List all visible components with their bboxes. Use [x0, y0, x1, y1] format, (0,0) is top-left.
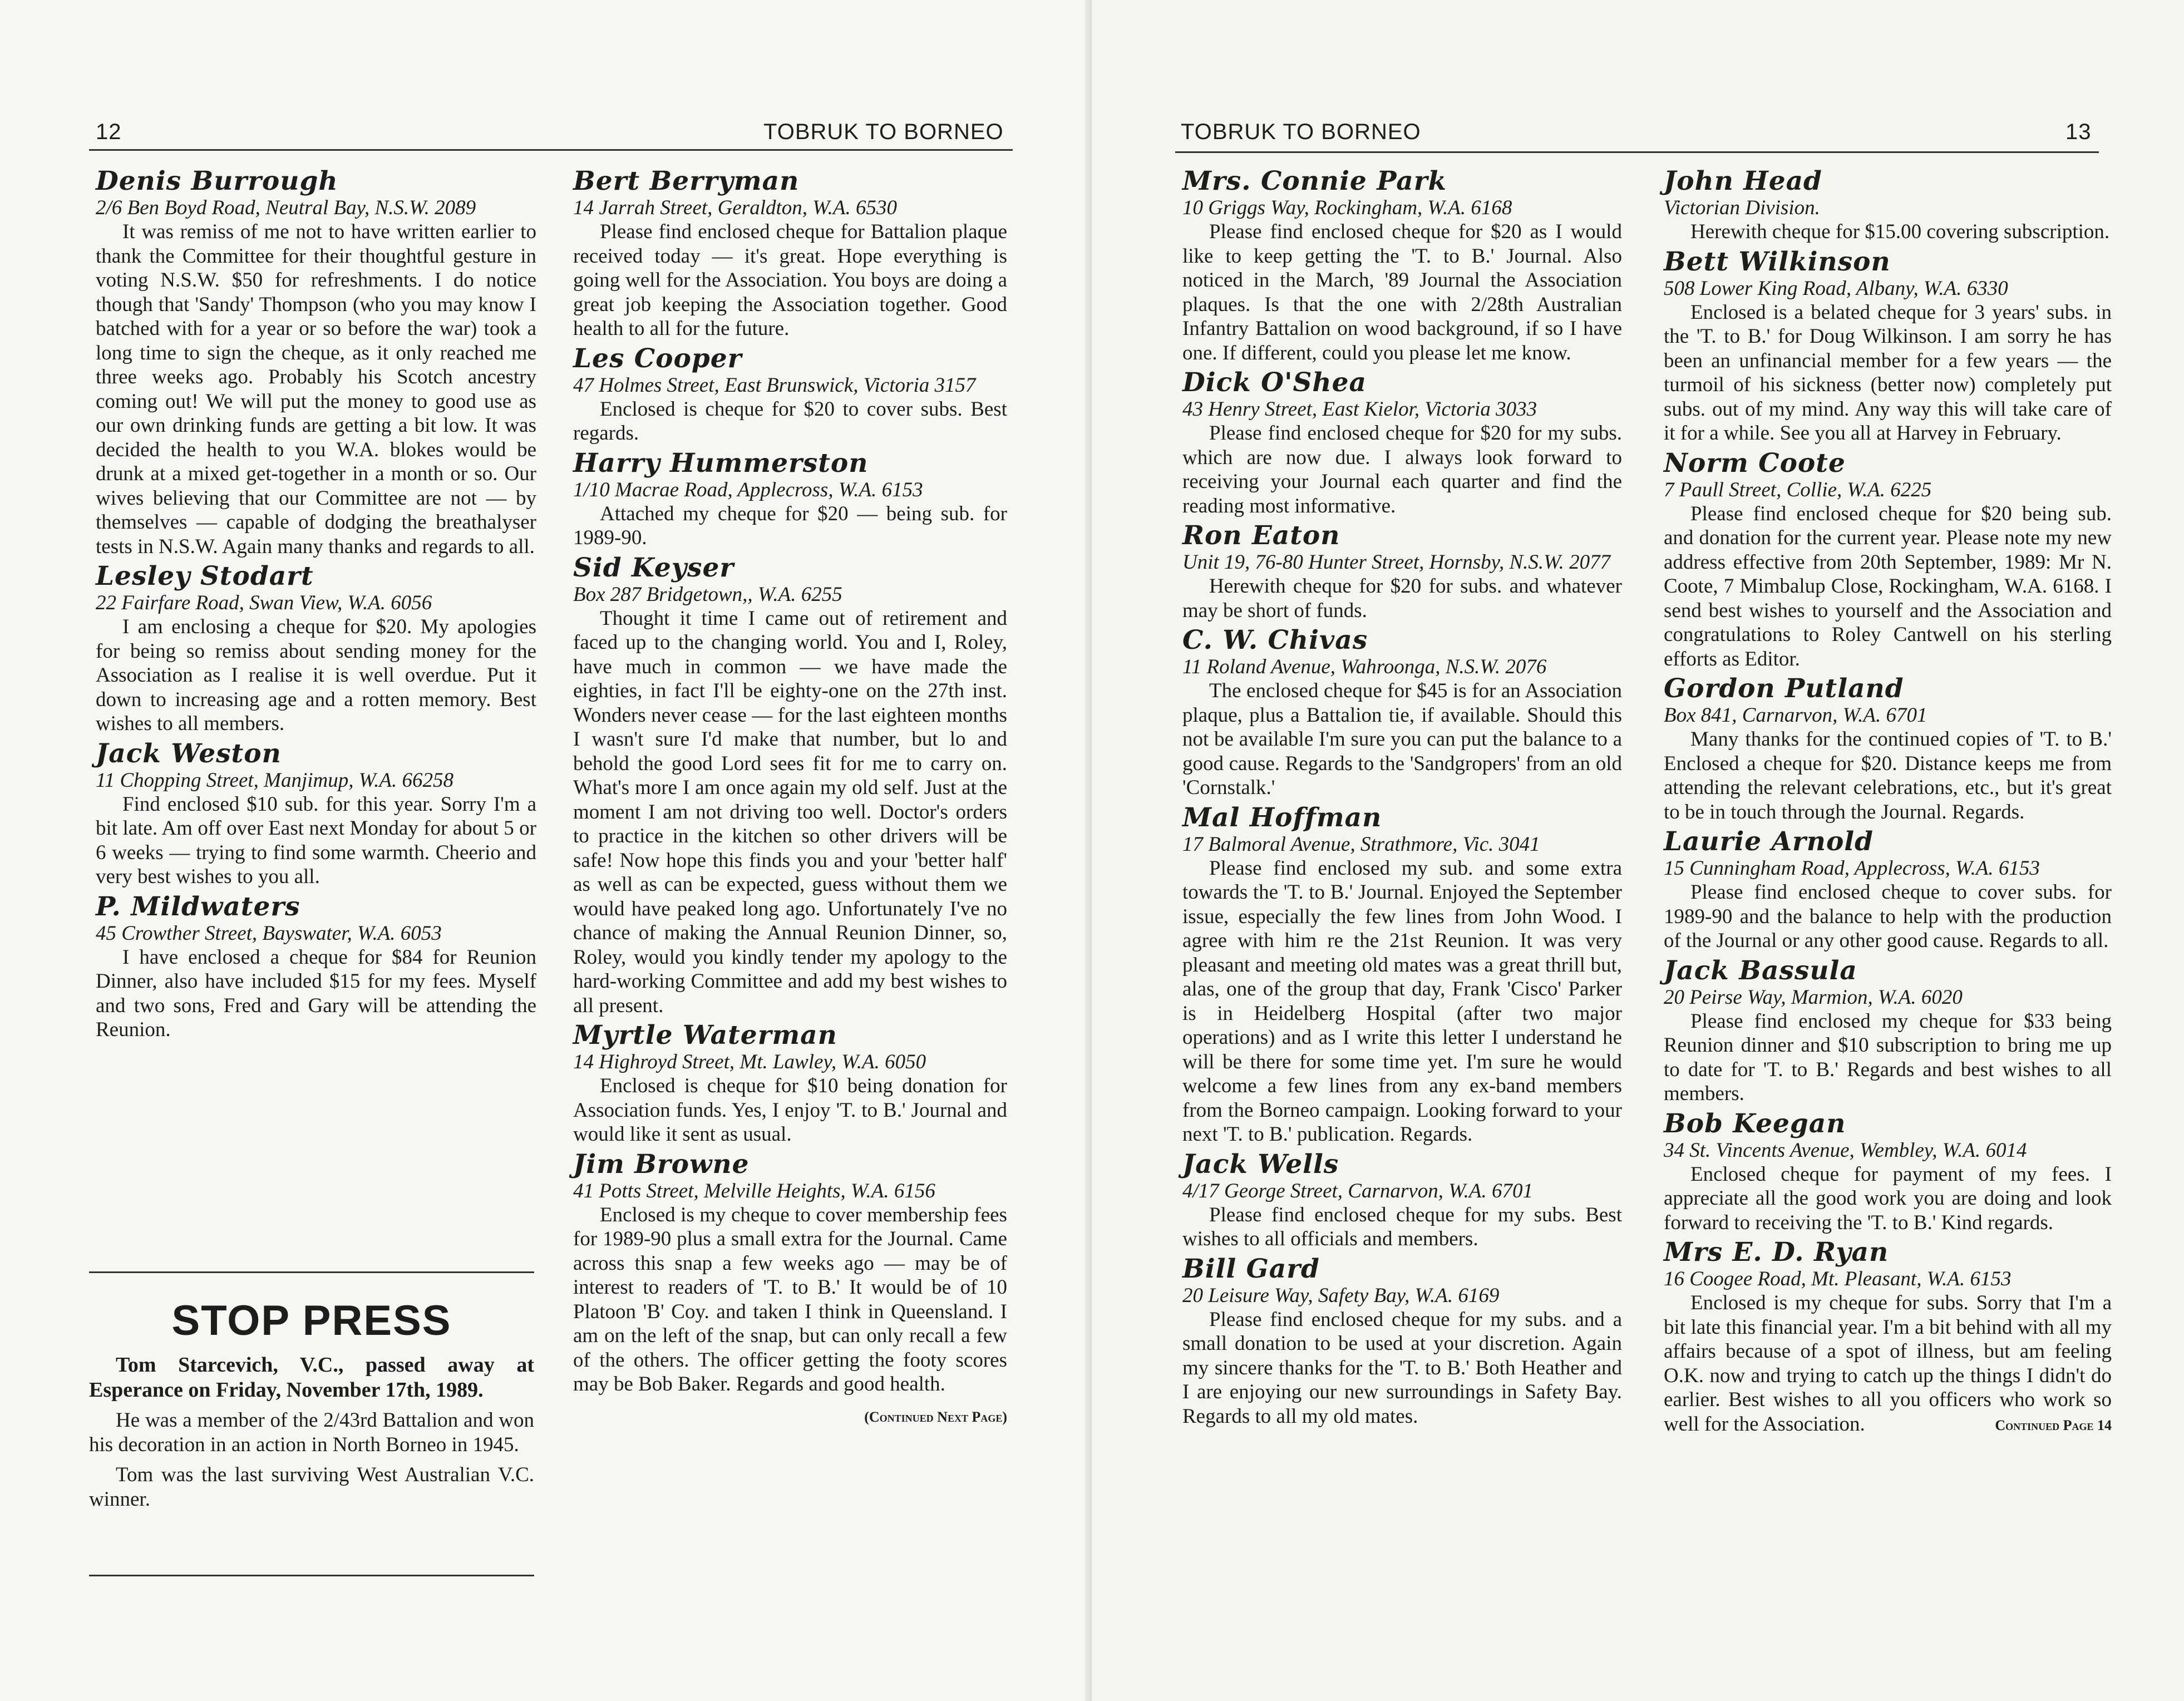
letter-entry [1664, 1238, 2112, 1436]
letter-text: Many thanks for the continued copies of 'T. to B.' Enclosed a cheque for $20. Distance keeps me from attending the relevant celebrations, etc., but it's great to be in touch through the Journal. Regards. [1664, 728, 2112, 824]
letter-text: Please find enclosed cheque for my subs. Best wishes to all officials and members. [1182, 1203, 1622, 1250]
letter-entry [96, 893, 536, 1042]
correspondent-address: 41 Potts Street, Melville Heights, W.A. 6156 [573, 1179, 935, 1202]
letter-text: Enclosed is a belated cheque for 3 years' subs. in the 'T. to B.' for Doug Wilkinson. I am sorry he has been an unfinancial member for a few years — the turmoil of his sickness (better now) completely put subs. out of my mind. Any way this will take care of it for a while. See you all at Harvey in February. [1664, 300, 2112, 445]
letter-entry [573, 1021, 1007, 1147]
letter-entry [1182, 1150, 1622, 1251]
letter-entry [1664, 167, 2112, 244]
letter-text: Attached my cheque for $20 — being sub. for 1989-90. [573, 502, 1007, 549]
correspondent-name: Laurie Arnold [1664, 826, 1874, 857]
correspondent-address: 2/6 Ben Boyd Road, Neutral Bay, N.S.W. 2089 [96, 196, 476, 219]
letter-entry [1182, 368, 1622, 518]
continued-note: (Continued Next Page) [864, 1408, 1007, 1425]
letter-entry [1664, 1110, 2112, 1235]
letter-text: I have enclosed a cheque for $84 for Reunion Dinner, also have included $15 for my fees. Myself and two sons, Fred and Gary will be attending the Reunion. [96, 945, 536, 1041]
correspondent-address: 45 Crowther Street, Bayswater, W.A. 6053 [96, 921, 442, 945]
correspondent-name: Bill Gard [1182, 1253, 1320, 1284]
correspondent-name: Dick O'Shea [1182, 367, 1367, 398]
correspondent-address: 17 Balmoral Avenue, Strathmore, Vic. 3041 [1182, 832, 1540, 856]
correspondent-name: John Head [1664, 166, 1822, 196]
correspondent-address: 11 Chopping Street, Manjimup, W.A. 66258 [96, 768, 454, 792]
right-page [1092, 0, 2184, 1701]
letter-entry [573, 1150, 1007, 1397]
column-1 [96, 167, 536, 1046]
letter-text: Please find enclosed cheque for $20 for my subs. which are now due. I always look forward to receiving your Journal each quarter and find the reading most informative. [1182, 422, 1622, 517]
correspondent-address: Box 287 Bridgetown,, W.A. 6255 [573, 583, 842, 606]
running-head-left: TOBRUK TO BORNEO [763, 120, 1004, 144]
correspondent-name: Bert Berryman [573, 166, 800, 196]
correspondent-address: 20 Peirse Way, Marmion, W.A. 6020 [1664, 985, 1963, 1009]
letter-entry [1664, 674, 2112, 824]
correspondent-name: Jack Wells [1182, 1148, 1339, 1180]
letter-text: Please find enclosed cheque for $20 as I would like to keep getting the 'T. to B.' Journal. Also noticed in the March, '89 Journal the Association plaques. Is that the one with 2/28th Australian Infantry Battalion on wood background, if so I have one. If different, could you please let me know. [1182, 220, 1622, 364]
letter-text: I am enclosing a cheque for $20. My apologies for being so remiss about sending money for the Association as I realise it is well overdue. Put it down to increasing age and a rotten memory. Best wishes to all members. [96, 615, 536, 735]
letter-text: The enclosed cheque for $45 is for an Association plaque, plus a Battalion tie, if available. Should this not be available I'm sure you can put the balance to a good cause. Regards to the 'Sandgropers' from an old 'Cornstalk.' [1182, 679, 1622, 799]
correspondent-address: 47 Holmes Street, East Brunswick, Victoria 3157 [573, 373, 976, 397]
letter-entry [1182, 803, 1622, 1147]
stop-press [89, 1296, 534, 1517]
letter-entry [96, 739, 536, 889]
page-number-right: 13 [2065, 120, 2092, 144]
letter-entry [1664, 827, 2112, 953]
correspondent-address: 14 Highroyd Street, Mt. Lawley, W.A. 6050 [573, 1051, 926, 1073]
column-2 [573, 167, 1007, 1426]
correspondent-address: 16 Coogee Road, Mt. Pleasant, W.A. 6153 [1664, 1268, 2012, 1290]
letter-text: Enclosed is cheque for $20 to cover subs. Best regards. [573, 397, 1007, 445]
correspondent-name: Mal Hoffman [1182, 802, 1382, 833]
correspondent-name: Bett Wilkinson [1664, 246, 1891, 277]
letter-entry [1182, 167, 1622, 365]
header-rule-left [89, 149, 1013, 151]
correspondent-address: 10 Griggs Way, Rockingham, W.A. 6168 [1182, 196, 1512, 219]
letter-text: Please find enclosed my sub. and some extra towards the 'T. to B.' Journal. Enjoyed the September issue, especially the few lines from John Wood. I agree with him re the 21st Reunion. It was very pleasant and meeting old mates was a great thrill but, alas, one of the group that day, Frank 'Cisco' Parker is in Heidelberg Hospital (after two major operations) and as I write this letter I understand he will be there for some time yet. I'm sure he would welcome a few lines from any ex-band members from the Borneo campaign. Looking forward to your next 'T. to B.' publication. Regards. [1182, 856, 1622, 1146]
correspondent-name: Les Cooper [573, 343, 742, 374]
column-4 [1664, 167, 2112, 1434]
correspondent-address: Box 841, Carnarvon, W.A. 6701 [1664, 704, 1927, 727]
letter-text: Enclosed cheque for payment of my fees. I appreciate all the good work you are doing and look forward to receiving the 'T. to B.' Kind regards. [1664, 1162, 2112, 1234]
correspondent-name: Bob Keegan [1664, 1108, 1846, 1139]
letter-text: Thought it time I came out of retirement and faced up to the changing world. You and I, Roley, have much in common — we have made the eighties, in fact I'll be eighty-one on the 27th inst. Wonders never cease — for the last eighteen months I wasn't sure I'd make that number, but lo and behold the good Lord sees fit for me to carry on. What's more I am once again my old self. Just at the moment I am not driving too well. Doctor's orders to practice in the kitchen so other drivers will be safe! Now hope this finds you and your 'better half' as well as can be expected, guess without them we would have peaked long ago. Unfortunately I've no chance of making the Annual Reunion Dinner, so, Roley, would you kindly tender my apology to the hard-working Committee and add my best wishes to all present. [573, 607, 1007, 1017]
letter-entry [1182, 1255, 1622, 1429]
correspondent-name: C. W. Chivas [1182, 625, 1368, 655]
continued-note: Continued Page 14 [1995, 1417, 2112, 1433]
letter-text: Please find enclosed cheque to cover subs. for 1989-90 and the balance to help with the production of the Journal or any other good cause. Regards to all. [1664, 881, 2112, 952]
letter-entry [573, 554, 1007, 1018]
stop-press-bottom-rule [89, 1575, 534, 1576]
letter-entry [573, 344, 1007, 446]
page-number-left: 12 [96, 120, 122, 144]
letter-text: Find enclosed $10 sub. for this year. Sorry I'm a bit late. Am off over East next Monday for about 5 or 6 weeks — trying to find some warmth. Cheerio and very best wishes to you all. [96, 792, 536, 888]
correspondent-name: Myrtle Waterman [573, 1020, 837, 1051]
header-rule-right [1175, 151, 2099, 153]
letter-entry [1664, 449, 2112, 672]
correspondent-name: Norm Coote [1664, 447, 1846, 479]
correspondent-address: 43 Henry Street, East Kielor, Victoria 3033 [1182, 398, 1537, 421]
letter-text: Please find enclosed cheque for Battalion plaque received today — it's great. Hope everything is going well for the Association. You boys are doing a great job keeping the Association together. Good health to all for the future. [573, 220, 1007, 340]
correspondent-address: 1/10 Macrae Road, Applecross, W.A. 6153 [573, 478, 923, 501]
letter-text: Enclosed is my cheque for subs. Sorry that I'm a bit late this financial year. I'm a bit behind with all my affairs because of a spot of illness, but am feeling O.K. now and trying to catch up the things I didn't do earlier. Best wishes to all you officers who work so well for the Association. [1664, 1291, 2112, 1436]
correspondent-address: 508 Lower King Road, Albany, W.A. 6330 [1664, 277, 2008, 300]
stop-press-top-rule [89, 1271, 534, 1273]
correspondent-address: Unit 19, 76-80 Hunter Street, Hornsby, N.S.W. 2077 [1182, 551, 1611, 574]
correspondent-name: Gordon Putland [1664, 673, 1904, 704]
correspondent-address: 15 Cunningham Road, Applecross, W.A. 6153 [1664, 857, 2040, 880]
correspondent-name: Jack Bassula [1664, 955, 1857, 986]
correspondent-name: Mrs. Connie Park [1182, 166, 1447, 196]
correspondent-name: Mrs E. D. Ryan [1664, 1237, 1889, 1268]
correspondent-name: Harry Hummerston [573, 447, 869, 479]
letter-entry [1664, 956, 2112, 1106]
running-head-right: TOBRUK TO BORNEO [1181, 120, 1421, 144]
correspondent-address: 11 Roland Avenue, Wahroonga, N.S.W. 2076 [1182, 655, 1547, 678]
stop-press-paragraph: Tom was the last surviving West Australian V.C. winner. [89, 1463, 534, 1511]
letter-text: Please find enclosed cheque for my subs. and a small donation to be used at your discretion. Again my sincere thanks for the 'T. to B.' Both Heather and I are enjoying our new surroundings in Safety Bay. Regards to all my old mates. [1182, 1308, 1622, 1428]
correspondent-address: 14 Jarrah Street, Geraldton, W.A. 6530 [573, 196, 898, 219]
letter-text: Enclosed is cheque for $10 being donation for Association funds. Yes, I enjoy 'T. to B.' Journal and would like it sent as usual. [573, 1074, 1007, 1146]
letter-entry [1182, 626, 1622, 800]
letter-text: Enclosed is my cheque to cover membership fees for 1989-90 plus a small extra for the Journal. Came across this snap a few weeks ago — may be of interest to readers of 'T. to B.' It would be of 10 Platoon 'B' Coy. and taken I think in Queensland. I am on the left of the snap, but can only recall a few of the others. The officer getting the footy scores may be Bob Baker. Regards and good health. [573, 1203, 1007, 1396]
correspondent-name: Sid Keyser [573, 552, 734, 583]
letter-entry [573, 167, 1007, 341]
correspondent-name: Lesley Stodart [96, 561, 314, 591]
correspondent-address: 22 Fairfare Road, Swan View, W.A. 6056 [96, 591, 432, 614]
correspondent-address: Victorian Division. [1664, 196, 1820, 219]
letter-entry [96, 167, 536, 559]
letter-text: Please find enclosed cheque for $20 being sub. and donation for the current year. Please note my new address effective from 20th September, 1989: Mr N. Coote, 7 Mimbalup Close, Rockingham, W.A. 6168. I send best wishes to yourself and the Association and congratulations to Roley Cantwell on his sterling efforts as Editor. [1664, 502, 2112, 670]
letter-entry [1664, 248, 2112, 446]
correspondent-address: 7 Paull Street, Collie, W.A. 6225 [1664, 478, 1932, 501]
correspondent-name: Jim Browne [573, 1148, 750, 1180]
correspondent-name: Ron Eaton [1182, 520, 1340, 551]
correspondent-address: 34 St. Vincents Avenue, Wembley, W.A. 6014 [1664, 1138, 2027, 1162]
correspondent-name: Denis Burrough [96, 166, 338, 196]
letter-text: It was remiss of me not to have written earlier to thank the Committee for their thoughtful gesture in voting N.S.W. $50 for refreshments. I do notice though that 'Sandy' Thompson (who you may know I batched with for a year or so before the war) took a long time to sign the cheque, as it only reached me three weeks ago. Probably his Scotch ancestry coming out! We will put the money to good use as our own drinking funds are getting a bit low. It was decided the health to you W.A. blokes would be drunk at a mixed get-together in a month or so. Our wives believing that our Committee are not — by themselves — capable of dodging the breathalyser tests in N.S.W. Again many thanks and regards to all. [96, 220, 536, 558]
correspondent-address: 20 Leisure Way, Safety Bay, W.A. 6169 [1182, 1284, 1500, 1307]
column-3 [1182, 167, 1622, 1432]
correspondent-name: P. Mildwaters [96, 891, 300, 922]
stop-press-paragraph: He was a member of the 2/43rd Battalion and won his decoration in an action in North Borneo in 1945. [89, 1409, 534, 1456]
letter-entry [1182, 521, 1622, 623]
letter-text: Herewith cheque for $20 for subs. and whatever may be short of funds. [1182, 575, 1622, 622]
letter-text: Please find enclosed my cheque for $33 being Reunion dinner and $10 subscription to bring me up to date for 'T. to B.' Regards and best wishes to all members. [1664, 1009, 2112, 1105]
correspondent-name: Jack Weston [96, 738, 282, 769]
letter-entry [96, 562, 536, 736]
stop-press-lead: Tom Starcevich, V.C., passed away at Esperance on Friday, November 17th, 1989. [89, 1353, 534, 1402]
stop-press-title: STOP PRESS [171, 1297, 452, 1344]
letter-text: Herewith cheque for $15.00 covering subscription. [1690, 220, 2110, 243]
correspondent-address: 4/17 George Street, Carnarvon, W.A. 6701 [1182, 1179, 1533, 1202]
letter-entry [573, 449, 1007, 550]
